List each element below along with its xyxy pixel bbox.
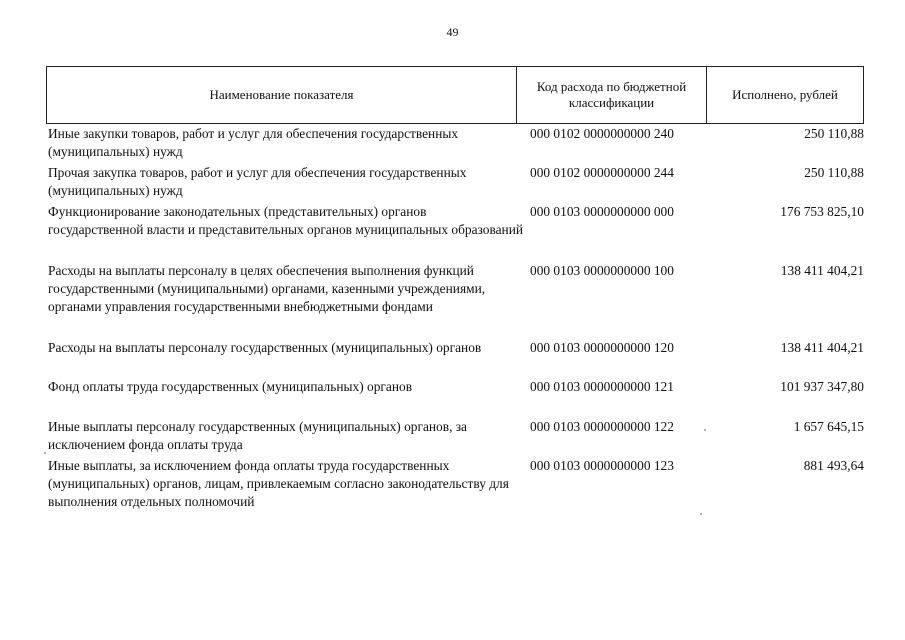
row-name: Расходы на выплаты персоналу государственных (муниципальных) органов: [48, 340, 482, 355]
table-row: [48, 418, 866, 457]
row-executed: 881 493,64: [803, 458, 864, 473]
table-row: [48, 203, 866, 262]
row-name: Иные выплаты персоналу государственных (муниципальных) органов, за исключением фонда оплаты труда: [48, 419, 468, 452]
row-code: 000 0103 0000000000 100: [530, 263, 674, 278]
scan-speck: [44, 452, 46, 454]
table-row: [48, 339, 866, 378]
table-row: [48, 457, 866, 517]
header-executed-column: Исполнено, рублей: [732, 87, 838, 102]
row-executed: 138 411 404,21: [780, 263, 864, 278]
row-name: Функционирование законодательных (представительных) органов государственной власти и представительных органов муниципальных образований: [48, 204, 524, 237]
header-code-column: Код расхода по бюджетной классификации: [517, 67, 707, 123]
row-code: 000 0103 0000000000 121: [530, 379, 674, 394]
row-code: 000 0102 0000000000 240: [530, 126, 674, 141]
row-code: 000 0103 0000000000 122: [530, 419, 674, 434]
header-name-column: Наименование показателя: [47, 67, 517, 123]
row-name: Фонд оплаты труда государственных (муниципальных) органов: [48, 379, 413, 394]
scan-speck: [704, 429, 706, 431]
table-row: [48, 262, 866, 339]
row-name: Иные выплаты, за исключением фонда оплаты труда государственных (муниципальных) органов, лицам, привлекаемым согласно законодательству для выполнения отдельных полномочий: [48, 458, 509, 509]
page-number: 49: [446, 25, 459, 39]
row-executed: 250 110,88: [804, 165, 864, 180]
row-code: 000 0103 0000000000 120: [530, 340, 674, 355]
row-name: Расходы на выплаты персоналу в целях обеспечения выполнения функций государственными (муниципальными) органами, казенными учреждениями, органами управления государственными внебюджетными фондами: [48, 263, 486, 314]
row-executed: 176 753 825,10: [780, 204, 864, 219]
table-row: [48, 378, 866, 418]
row-code: 000 0103 0000000000 000: [530, 204, 674, 219]
scan-speck: [700, 513, 702, 515]
row-executed: 250 110,88: [804, 126, 864, 141]
table-body: [48, 125, 866, 517]
table-header: [46, 66, 864, 124]
row-code: 000 0102 0000000000 244: [530, 165, 674, 180]
row-executed: 138 411 404,21: [780, 340, 864, 355]
row-executed: 101 937 347,80: [780, 379, 864, 394]
table-row: [48, 164, 866, 203]
table-row: [48, 125, 866, 164]
row-executed: 1 657 645,15: [793, 419, 864, 434]
row-name: Прочая закупка товаров, работ и услуг для обеспечения государственных (муниципальных) нужд: [48, 165, 467, 198]
row-name: Иные закупки товаров, работ и услуг для обеспечения государственных (муниципальных) нужд: [48, 126, 459, 159]
row-code: 000 0103 0000000000 123: [530, 458, 674, 473]
